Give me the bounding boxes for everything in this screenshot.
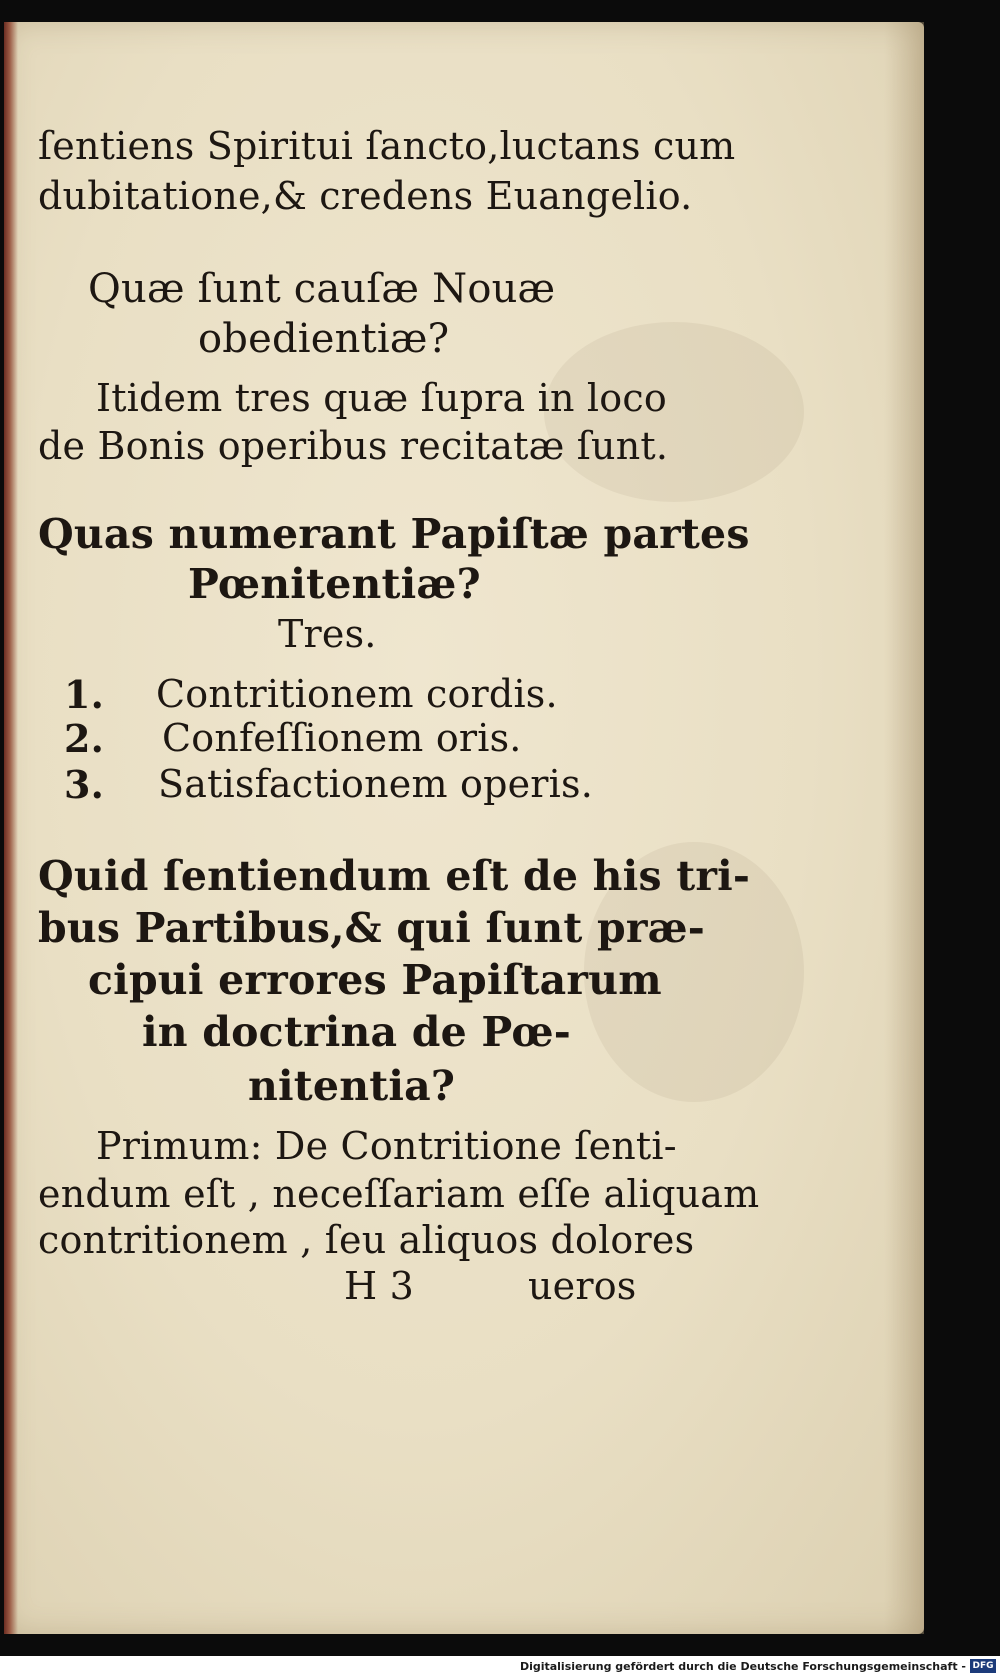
question-heading: Quid ſentiendum eſt de his tri- xyxy=(38,852,751,900)
list-number: 1. xyxy=(64,672,105,717)
question-heading: nitentia? xyxy=(248,1062,456,1110)
signature-mark: H 3 xyxy=(344,1264,414,1308)
list-item: Confeſſionem oris. xyxy=(162,716,522,760)
answer-text: contritionem , ſeu aliquos dolores xyxy=(38,1218,695,1262)
list-item: Satisfactionem operis. xyxy=(158,762,593,806)
question-heading: Quas numerant Papiſtæ partes xyxy=(38,510,750,558)
answer-text: Tres. xyxy=(278,612,377,656)
list-item: Contritionem cordis. xyxy=(156,672,558,716)
footer-bar xyxy=(0,1656,1000,1676)
dfg-logo-icon: DFG xyxy=(970,1659,996,1673)
list-number: 2. xyxy=(64,716,105,761)
question-heading: Quæ ſunt cauſæ Nouæ xyxy=(88,266,556,312)
text-line: ſentiens Spiritui ſancto,luctans cum xyxy=(38,124,736,168)
text-line: dubitatione,& credens Euangelio. xyxy=(38,174,693,218)
question-heading: bus Partibus,& qui ſunt præ- xyxy=(38,904,706,952)
question-heading: cipui errores Papiſtarum xyxy=(88,956,662,1004)
answer-text: endum eſt , neceſſariam eſſe aliquam xyxy=(38,1172,760,1216)
catchword: ueros xyxy=(528,1264,637,1308)
answer-text: Itidem tres quæ ſupra in loco xyxy=(96,376,667,420)
question-heading: in doctrina de Pœ- xyxy=(142,1008,571,1056)
list-number: 3. xyxy=(64,762,105,807)
question-heading: obedientiæ? xyxy=(198,316,450,362)
question-heading: Pœnitentiæ? xyxy=(188,560,481,608)
funding-credit: Digitalisierung gefördert durch die Deutsche Forschungsgemeinschaft - xyxy=(519,1660,966,1673)
book-page xyxy=(4,22,924,1634)
answer-text: de Bonis operibus recitatæ ſunt. xyxy=(38,424,669,468)
answer-text: Primum: De Contritione ſenti- xyxy=(96,1124,677,1168)
